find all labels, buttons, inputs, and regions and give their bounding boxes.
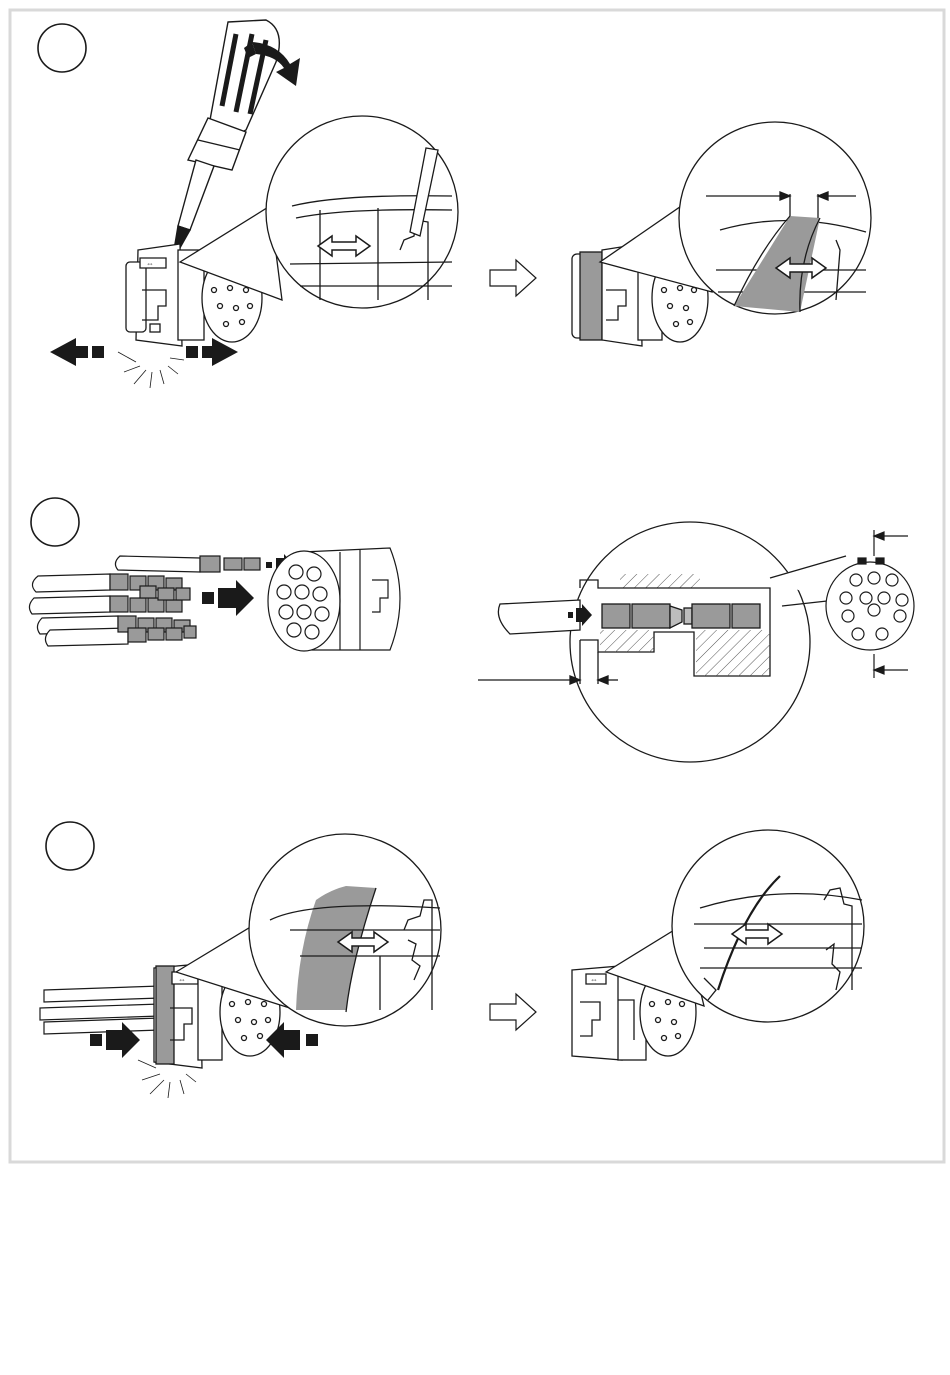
step-2-number-circle xyxy=(31,498,79,546)
contact-insert-icon xyxy=(268,548,400,651)
cable-bundle-icon-step3 xyxy=(40,986,160,1034)
svg-text:⇔: ⇔ xyxy=(590,975,598,984)
step-3-number-circle xyxy=(46,822,94,870)
svg-text:⇔: ⇔ xyxy=(178,975,186,984)
step-1-number-circle xyxy=(38,24,86,72)
svg-text:⇔: ⇔ xyxy=(146,259,154,268)
